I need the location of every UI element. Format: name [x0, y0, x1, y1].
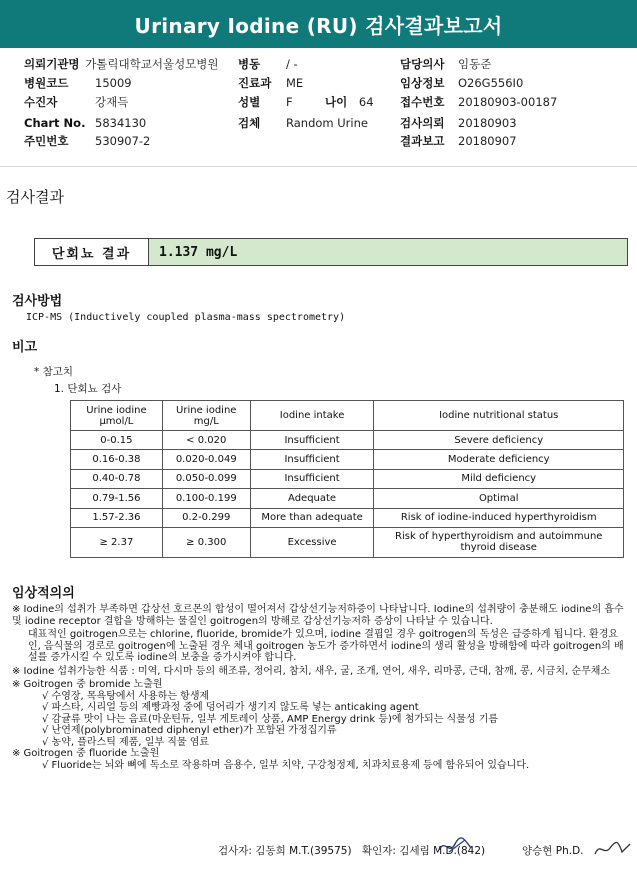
table-cell: Severe deficiency	[374, 431, 624, 450]
list-item: √ 난연제(polybrominated diphenyl ether)가 포함된 가정집기류	[42, 725, 337, 736]
table-cell: 0.020-0.049	[162, 450, 250, 469]
info-label: 주민번호	[24, 134, 69, 148]
clinical-paragraph: ※ Iodine의 섭취가 부족하면 갑상선 호르몬의 합성이 떨어져서 갑상선기능저하증이 나타납니다. Iodine의 섭취량이 충분해도 iodine의 흡수 및 iodine receptor 결합을 방해하는 물질인 goitrogen의 방해로 갑상선기능저하 증상이 나타날 수 있습니다.	[12, 604, 624, 627]
table-cell: Moderate deficiency	[374, 450, 624, 469]
ref-subtitle: 1. 단회뇨 검사	[54, 383, 122, 395]
info-label: 병원코드	[24, 76, 69, 90]
info-label: 나이	[325, 95, 348, 109]
reference-table	[70, 400, 624, 558]
info-label: 담당의사	[400, 57, 445, 71]
table-cell: 0.79-1.56	[71, 489, 163, 508]
table-cell: 0.2-0.299	[162, 508, 250, 527]
result-label: 단회뇨 결과	[35, 239, 149, 265]
info-hospital-code	[24, 74, 132, 92]
method-text: ICP-MS (Inductively coupled plasma-mass spectrometry)	[26, 312, 346, 323]
table-row	[71, 431, 624, 450]
info-label: 의뢰기관명	[24, 57, 80, 71]
table-cell: 0.40-0.78	[71, 469, 163, 488]
results-heading: 검사결과	[6, 188, 64, 206]
ref-title: * 참고치	[34, 366, 74, 378]
table-cell: Optimal	[374, 489, 624, 508]
info-value: 5834130	[95, 116, 147, 130]
info-age	[325, 93, 374, 111]
info-label: 결과보고	[400, 134, 445, 148]
table-cell: 0.16-0.38	[71, 450, 163, 469]
table-cell: Excessive	[250, 527, 374, 557]
table-cell: More than adequate	[250, 508, 374, 527]
info-report-date	[400, 132, 517, 150]
fluoride-title: ※ Goitrogen 중 fluoride 노출원	[12, 748, 160, 759]
table-cell: Risk of hyperthyroidism and autoimmune thyroid disease	[374, 527, 624, 557]
table-cell: 0-0.15	[71, 431, 163, 450]
remarks-heading: 비고	[12, 340, 38, 355]
info-receipt-no	[400, 93, 558, 111]
table-cell: Insufficient	[250, 431, 374, 450]
info-patient	[24, 93, 129, 111]
clinical-notes	[12, 604, 630, 771]
signature-image	[592, 836, 634, 862]
clinical-paragraph: ※ Iodine 섭취가능한 식품 : 미역, 다시마 등의 해조류, 정어리, 참치, 새우, 굴, 조개, 연어, 새우, 리마콩, 근대, 참깨, 콩, 시금치, 순무채소	[12, 665, 611, 677]
table-cell: 1.57-2.36	[71, 508, 163, 527]
table-cell: Insufficient	[250, 450, 374, 469]
table-row	[71, 489, 624, 508]
info-value: / -	[286, 57, 298, 71]
info-label: 병동	[238, 57, 261, 71]
signature-image	[435, 834, 475, 858]
info-clinical	[400, 74, 524, 92]
list-item: √ 농약, 플라스틱 제품, 일부 직물 염료	[42, 736, 210, 748]
info-label: 수진자	[24, 95, 58, 109]
table-row	[71, 508, 624, 527]
method-heading: 검사방법	[12, 294, 63, 309]
table-header: Urine iodine μmol/L	[71, 401, 163, 431]
info-value: 20180903	[458, 116, 517, 130]
table-cell: Risk of iodine-induced hyperthyroidism	[374, 508, 624, 527]
footer-confirmer: 확인자: 김세림 M.D.(842)	[362, 845, 486, 857]
info-ward	[238, 55, 298, 73]
info-label: Chart No.	[24, 116, 86, 130]
info-chart-no	[24, 114, 147, 132]
table-cell: ≥ 2.37	[71, 527, 163, 557]
list-item: √ Fluoride는 뇌와 뼈에 독소로 작용하며 음용수, 일부 치약, 구강청정제, 치과치료용제 등에 함유되어 있습니다.	[42, 759, 530, 771]
report-title: Urinary Iodine (RU) 검사결과보고서	[0, 0, 637, 48]
info-value: 530907-2	[95, 134, 151, 148]
list-item: √ 감귤류 맛이 나는 음료(마운틴듀, 일부 게토레이 상품, AMP Energy drink 등)에 첨가되는 식물성 기름	[42, 713, 499, 725]
table-header: Iodine intake	[250, 401, 374, 431]
info-value: 20180907	[458, 134, 517, 148]
clinical-paragraph: 대표적인 goitrogen으로는 chlorine, fluoride, bromide가 있으며, iodine 결핍일 경우 goitrogen의 독성은 급증하게 됩니다. 환경요인, 음식물의 경로로 goitrogen에 노출된 경우 체내 goitrogen 농도가 증가하면서 iodine의 생리 활성을 방해함에 따라 goitrogen의 배설를 증가시킬 수 있도록 iodine의 보충을 증가시켜야 합니다.	[28, 629, 624, 663]
result-box	[34, 238, 628, 266]
table-cell: 0.050-0.099	[162, 469, 250, 488]
info-label: 검체	[238, 116, 261, 130]
info-value: 가톨릭대학교서울성모병원	[85, 57, 219, 71]
info-resident-no	[24, 132, 151, 150]
table-header: Iodine nutritional status	[374, 401, 624, 431]
list-item: √ 수영장, 목욕탕에서 사용하는 항생제	[42, 690, 210, 702]
table-cell: ≥ 0.300	[162, 527, 250, 557]
list-item: √ 파스타, 시리얼 등의 제빵과정 중에 덩어리가 생기지 않도록 넣는 anticaking agent	[42, 702, 419, 713]
table-cell: 0.100-0.199	[162, 489, 250, 508]
info-doctor	[400, 55, 492, 73]
info-label: 접수번호	[400, 95, 445, 109]
info-label: 진료과	[238, 76, 272, 90]
info-value: 임동준	[458, 57, 492, 71]
footer-tester: 검사자: 김동희 M.T.(39575)	[218, 845, 352, 857]
table-row	[71, 469, 624, 488]
info-value: F	[286, 95, 293, 109]
result-value: 1.137 mg/L	[149, 239, 627, 265]
info-request-date	[400, 114, 517, 132]
table-header-row	[71, 401, 624, 431]
info-label: 검사의뢰	[400, 116, 445, 130]
divider	[0, 166, 637, 167]
info-value: 강재득	[95, 95, 129, 109]
info-label: 임상정보	[400, 76, 445, 90]
info-value: 15009	[95, 76, 132, 90]
table-cell: Insufficient	[250, 469, 374, 488]
table-row	[71, 450, 624, 469]
info-hospital	[24, 55, 219, 73]
info-specimen	[238, 114, 368, 132]
info-value: 64	[358, 95, 374, 109]
table-cell: < 0.020	[162, 431, 250, 450]
table-cell: Adequate	[250, 489, 374, 508]
bromide-title: ※ Goitrogen 중 bromide 노출원	[12, 679, 163, 690]
info-value: ME	[286, 76, 304, 90]
info-value: 20180903-00187	[458, 95, 558, 109]
clinical-heading: 임상적의의	[12, 586, 75, 601]
table-cell: Mild deficiency	[374, 469, 624, 488]
info-department	[238, 74, 304, 92]
info-value: Random Urine	[286, 116, 368, 130]
info-label: 성별	[238, 95, 261, 109]
table-row	[71, 527, 624, 557]
footer-approver: 양승현 Ph.D.	[522, 845, 584, 857]
info-value: O26G556I0	[458, 76, 524, 90]
table-header: Urine iodine mg/L	[162, 401, 250, 431]
info-sex	[238, 93, 293, 111]
